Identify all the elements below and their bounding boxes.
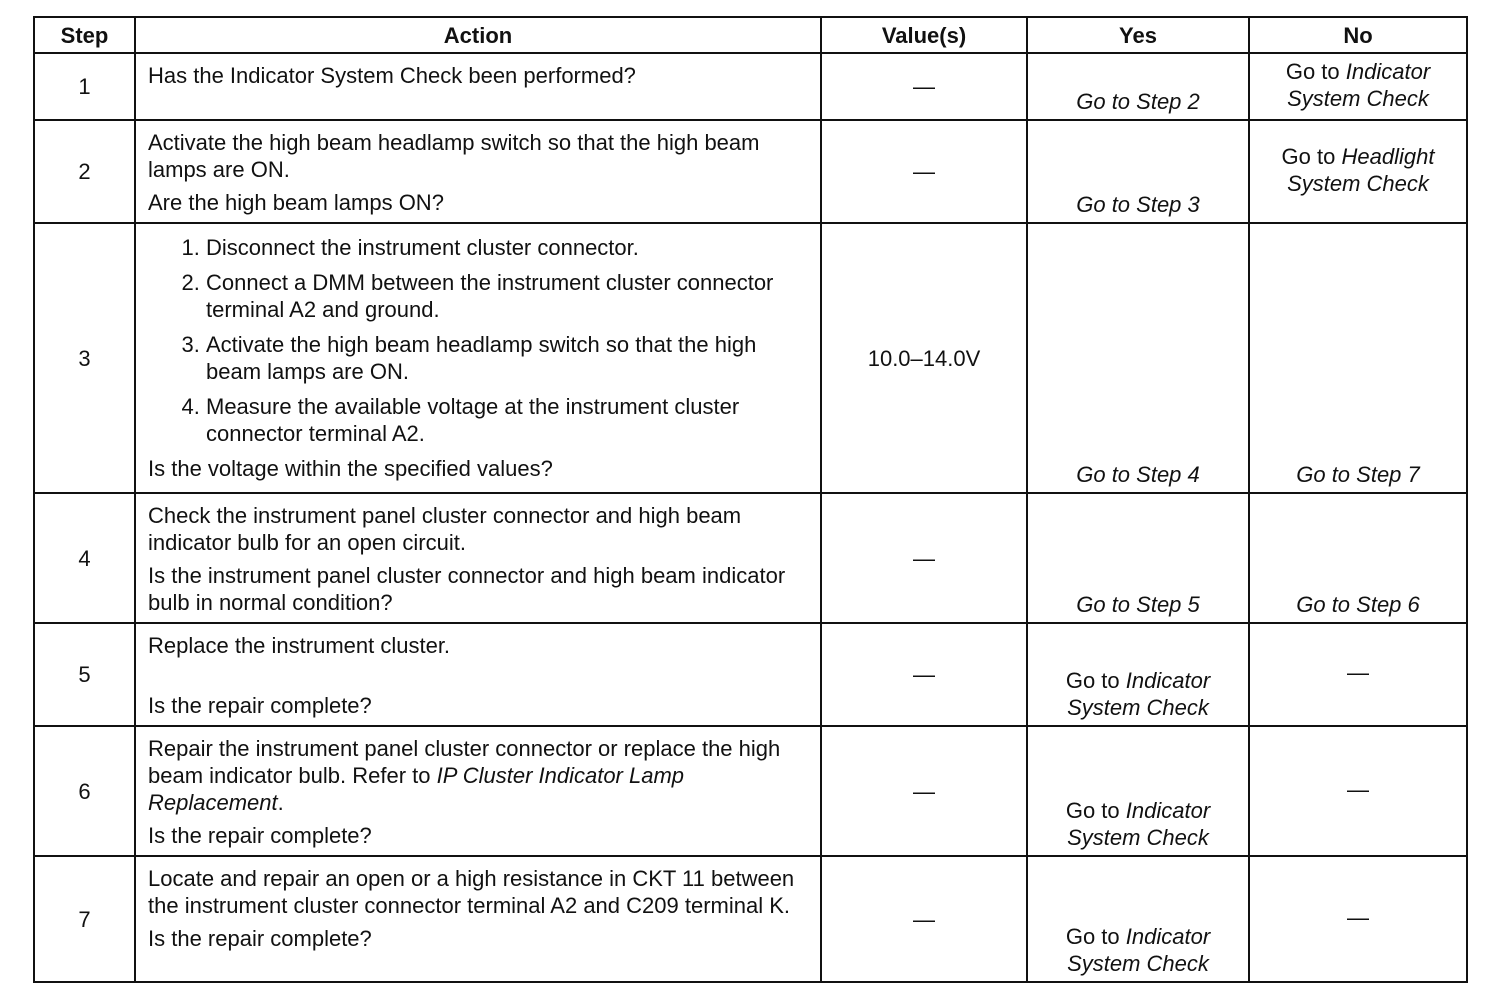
step-number: 5 bbox=[34, 623, 135, 726]
table-row-step-4 bbox=[34, 493, 1467, 623]
action-text bbox=[135, 856, 821, 982]
table-row-step-2 bbox=[34, 120, 1467, 223]
step-number: 2 bbox=[34, 120, 135, 223]
header-values: Value(s) bbox=[821, 17, 1027, 53]
yes-cell: Go to Step 5 bbox=[1027, 493, 1249, 623]
step-number: 4 bbox=[34, 493, 135, 623]
list-item: 4. Measure the available voltage at the instrument cluster connector terminal A2. bbox=[206, 393, 810, 447]
yes-cell: Go to Step 2 bbox=[1027, 53, 1249, 120]
table-row-step-6 bbox=[34, 726, 1467, 856]
action-instruction: Replace the instrument cluster. bbox=[148, 633, 451, 658]
ip-cluster-lamp-replacement-ref: IP Cluster Indicator Lamp Replacement bbox=[148, 763, 685, 815]
value-cell: — bbox=[821, 120, 1027, 223]
yes-prefix: Go to bbox=[1065, 668, 1120, 693]
no-cell: — bbox=[1249, 623, 1467, 726]
action-question: Is the repair complete? bbox=[148, 926, 372, 951]
step-number: 3 bbox=[34, 223, 135, 493]
yes-cell: Go to Step 3 bbox=[1027, 120, 1249, 223]
table-row-step-1 bbox=[34, 53, 1467, 120]
value-cell: — bbox=[821, 856, 1027, 982]
no-cell: Go to Step 7 bbox=[1249, 223, 1467, 493]
table-row-step-7 bbox=[34, 856, 1467, 982]
action-text bbox=[135, 726, 821, 856]
no-prefix: Go to bbox=[1281, 143, 1336, 169]
table-row-step-3 bbox=[34, 223, 1467, 493]
header-action: Action bbox=[135, 17, 821, 53]
header-row bbox=[34, 17, 1467, 53]
step-number: 6 bbox=[34, 726, 135, 856]
indicator-system-check-link: Indicator System Check bbox=[1067, 798, 1211, 850]
value-cell: 10.0–14.0V bbox=[821, 223, 1027, 493]
no-cell bbox=[1249, 120, 1467, 223]
action-instruction: Repair the instrument panel cluster connector or replace the high beam indicator bulb. Refer to IP Cluster Indicator Lamp Replacement. bbox=[148, 736, 781, 815]
action-question: Has the Indicator System Check been performed? bbox=[148, 63, 636, 88]
list-item: 3. Activate the high beam headlamp switch so that the high beam lamps are ON. bbox=[206, 331, 810, 385]
action-question: Is the repair complete? bbox=[148, 823, 372, 848]
yes-cell bbox=[1027, 623, 1249, 726]
yes-prefix: Go to bbox=[1065, 798, 1120, 823]
no-cell: — bbox=[1249, 726, 1467, 856]
action-question: Are the high beam lamps ON? bbox=[148, 190, 444, 215]
action-text bbox=[135, 120, 821, 223]
no-prefix: Go to bbox=[1285, 59, 1340, 84]
no-cell: Go to Step 6 bbox=[1249, 493, 1467, 623]
action-question: Is the repair complete? bbox=[148, 693, 372, 718]
step-number: 7 bbox=[34, 856, 135, 982]
yes-cell bbox=[1027, 726, 1249, 856]
action-text bbox=[135, 223, 821, 493]
action-steps-list bbox=[148, 234, 810, 447]
header-step: Step bbox=[34, 17, 135, 53]
action-question: Is the voltage within the specified values? bbox=[148, 456, 553, 481]
action-instruction: Check the instrument panel cluster connector and high beam indicator bulb for an open circuit. bbox=[148, 503, 742, 555]
step-number: 1 bbox=[34, 53, 135, 120]
diagnostic-table bbox=[33, 16, 1468, 983]
action-instruction-text: Repair the instrument panel cluster connector or replace the high beam indicator bulb. Refer to bbox=[148, 736, 781, 788]
indicator-system-check-link: Indicator System Check bbox=[1067, 924, 1211, 976]
indicator-system-check-link: Indicator System Check bbox=[1067, 668, 1211, 720]
list-item: 2. Connect a DMM between the instrument cluster connector terminal A2 and ground. bbox=[206, 269, 810, 323]
value-cell: — bbox=[821, 493, 1027, 623]
action-instruction: Activate the high beam headlamp switch so that the high beam lamps are ON. bbox=[148, 130, 760, 182]
no-cell: — bbox=[1249, 856, 1467, 982]
yes-cell bbox=[1027, 856, 1249, 982]
indicator-system-check-link: Indicator System Check bbox=[1287, 59, 1431, 111]
header-yes: Yes bbox=[1027, 17, 1249, 53]
value-cell: — bbox=[821, 53, 1027, 120]
action-instruction: Locate and repair an open or a high resistance in CKT 11 between the instrument cluster connector terminal A2 and C209 terminal K. bbox=[148, 866, 795, 918]
list-item: 1. Disconnect the instrument cluster connector. bbox=[206, 234, 810, 261]
yes-cell: Go to Step 4 bbox=[1027, 223, 1249, 493]
header-no: No bbox=[1249, 17, 1467, 53]
action-question: Is the instrument panel cluster connector and high beam indicator bulb in normal condition? bbox=[148, 563, 786, 615]
action-text bbox=[135, 623, 821, 726]
action-text bbox=[135, 53, 821, 120]
value-cell: — bbox=[821, 726, 1027, 856]
headlight-system-check-link: Headlight System Check bbox=[1287, 143, 1435, 196]
value-cell: — bbox=[821, 623, 1027, 726]
action-text bbox=[135, 493, 821, 623]
table-row-step-5 bbox=[34, 623, 1467, 726]
no-cell bbox=[1249, 53, 1467, 120]
yes-prefix: Go to bbox=[1065, 924, 1120, 949]
